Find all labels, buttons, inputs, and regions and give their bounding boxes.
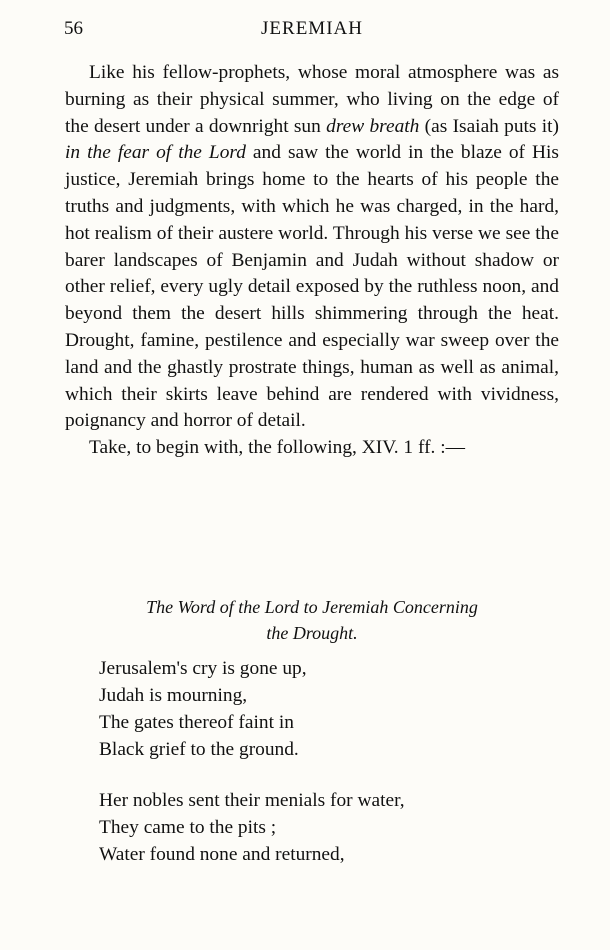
verse-line: Water found none and returned,: [99, 844, 345, 865]
verse-line: Jerusalem's cry is gone up,: [99, 658, 307, 679]
italic-phrase: drew breath: [326, 115, 420, 137]
poem-title: [65, 594, 559, 646]
running-title: JEREMIAH: [261, 18, 363, 39]
verse-line: The gates thereof faint in: [99, 712, 294, 733]
verse-line: They came to the pits ;: [99, 817, 277, 838]
paragraph-text: and saw the world in the blaze of His justice, Jeremiah brings home to the hearts of his people the truths and judgments, with which he was charged, in the hard, hot realism of their austere world. Through his verse we see the barer landscapes of Benjamin and Judah without shadow or other relief, every ugly detail exposed by the ruthless noon, and beyond them the desert hills shimmering through the heat. Drought, famine, pestilence and especially war sweep over the land and the ghastly prostrate things, human as well as animal, which their skirts leave behind are rendered with vividness, poignancy and horror of detail.: [65, 142, 559, 432]
page-header: [64, 18, 560, 44]
verse-line: Judah is mourning,: [99, 685, 248, 706]
main-paragraph: [65, 60, 559, 435]
poem-title-line: the Drought.: [266, 623, 358, 643]
poem: [99, 655, 559, 868]
paragraph-text: (as Isaiah puts it): [419, 115, 560, 137]
intro-line: Take, to begin with, the following, XIV. 1 ff. :—: [89, 437, 465, 459]
italic-phrase: in the fear of the Lord: [65, 142, 246, 164]
page-number: 56: [64, 18, 83, 39]
poem-title-line: The Word of the Lord to Jeremiah Concerning: [146, 597, 478, 617]
verse-line: Black grief to the ground.: [99, 739, 299, 760]
body-text: [65, 60, 559, 462]
paragraph-text: Like his fellow-prophets, whose moral atmosphere was as burning as their physical summer, who living on the edge of the desert under a downright sun: [65, 62, 559, 137]
verse-line: Her nobles sent their menials for water,: [99, 790, 405, 811]
stanza-1: [99, 655, 559, 763]
stanza-2: [99, 787, 559, 868]
